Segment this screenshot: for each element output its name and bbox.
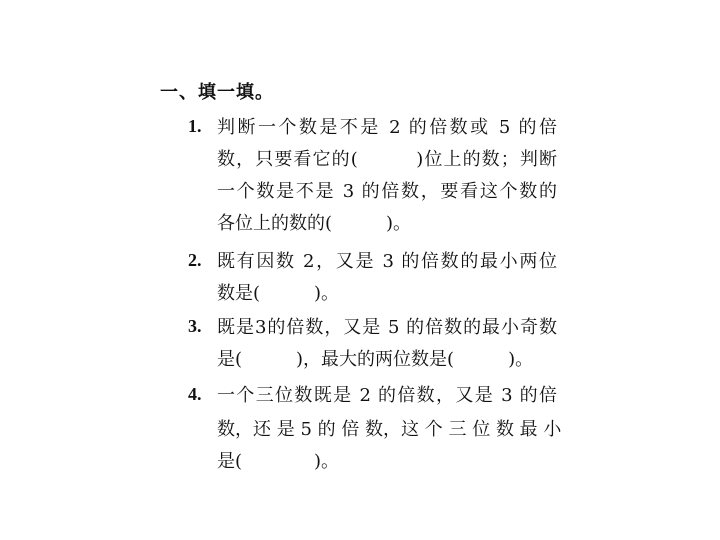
question-1-line-2: 数，只要看它的( )位上的数；判断	[217, 149, 557, 170]
question-4-line-1: 一个三位数既是 2 的倍数，又是 3 的倍	[217, 385, 557, 406]
question-1-line-4: 各位上的数的( )。	[217, 213, 412, 234]
question-1-line-1: 判断一个数是不是 2 的倍数或 5 的倍	[217, 117, 557, 138]
question-2-number: 2.	[188, 250, 202, 270]
question-4-line-3: 是( )。	[217, 451, 340, 472]
question-4-number: 4.	[188, 384, 202, 404]
question-1-line-3: 一个数是不是 3 的倍数，要看这个数的	[217, 181, 557, 202]
section-title: 一、填一填。	[160, 82, 274, 103]
question-3-line-1: 既是3的倍数，又是 5 的倍数的最小奇数	[217, 317, 557, 338]
question-2-line-2: 数是( )。	[217, 283, 340, 304]
question-4-line-2: 数，还 是 5 的 倍 数，这 个 三 位 数 最 小	[217, 419, 562, 440]
question-1-number: 1.	[188, 116, 202, 136]
question-3-number: 3.	[188, 316, 202, 336]
question-2-line-1: 既有因数 2，又是 3 的倍数的最小两位	[217, 251, 557, 272]
question-3-line-2: 是( )，最大的两位数是( )。	[217, 349, 534, 370]
